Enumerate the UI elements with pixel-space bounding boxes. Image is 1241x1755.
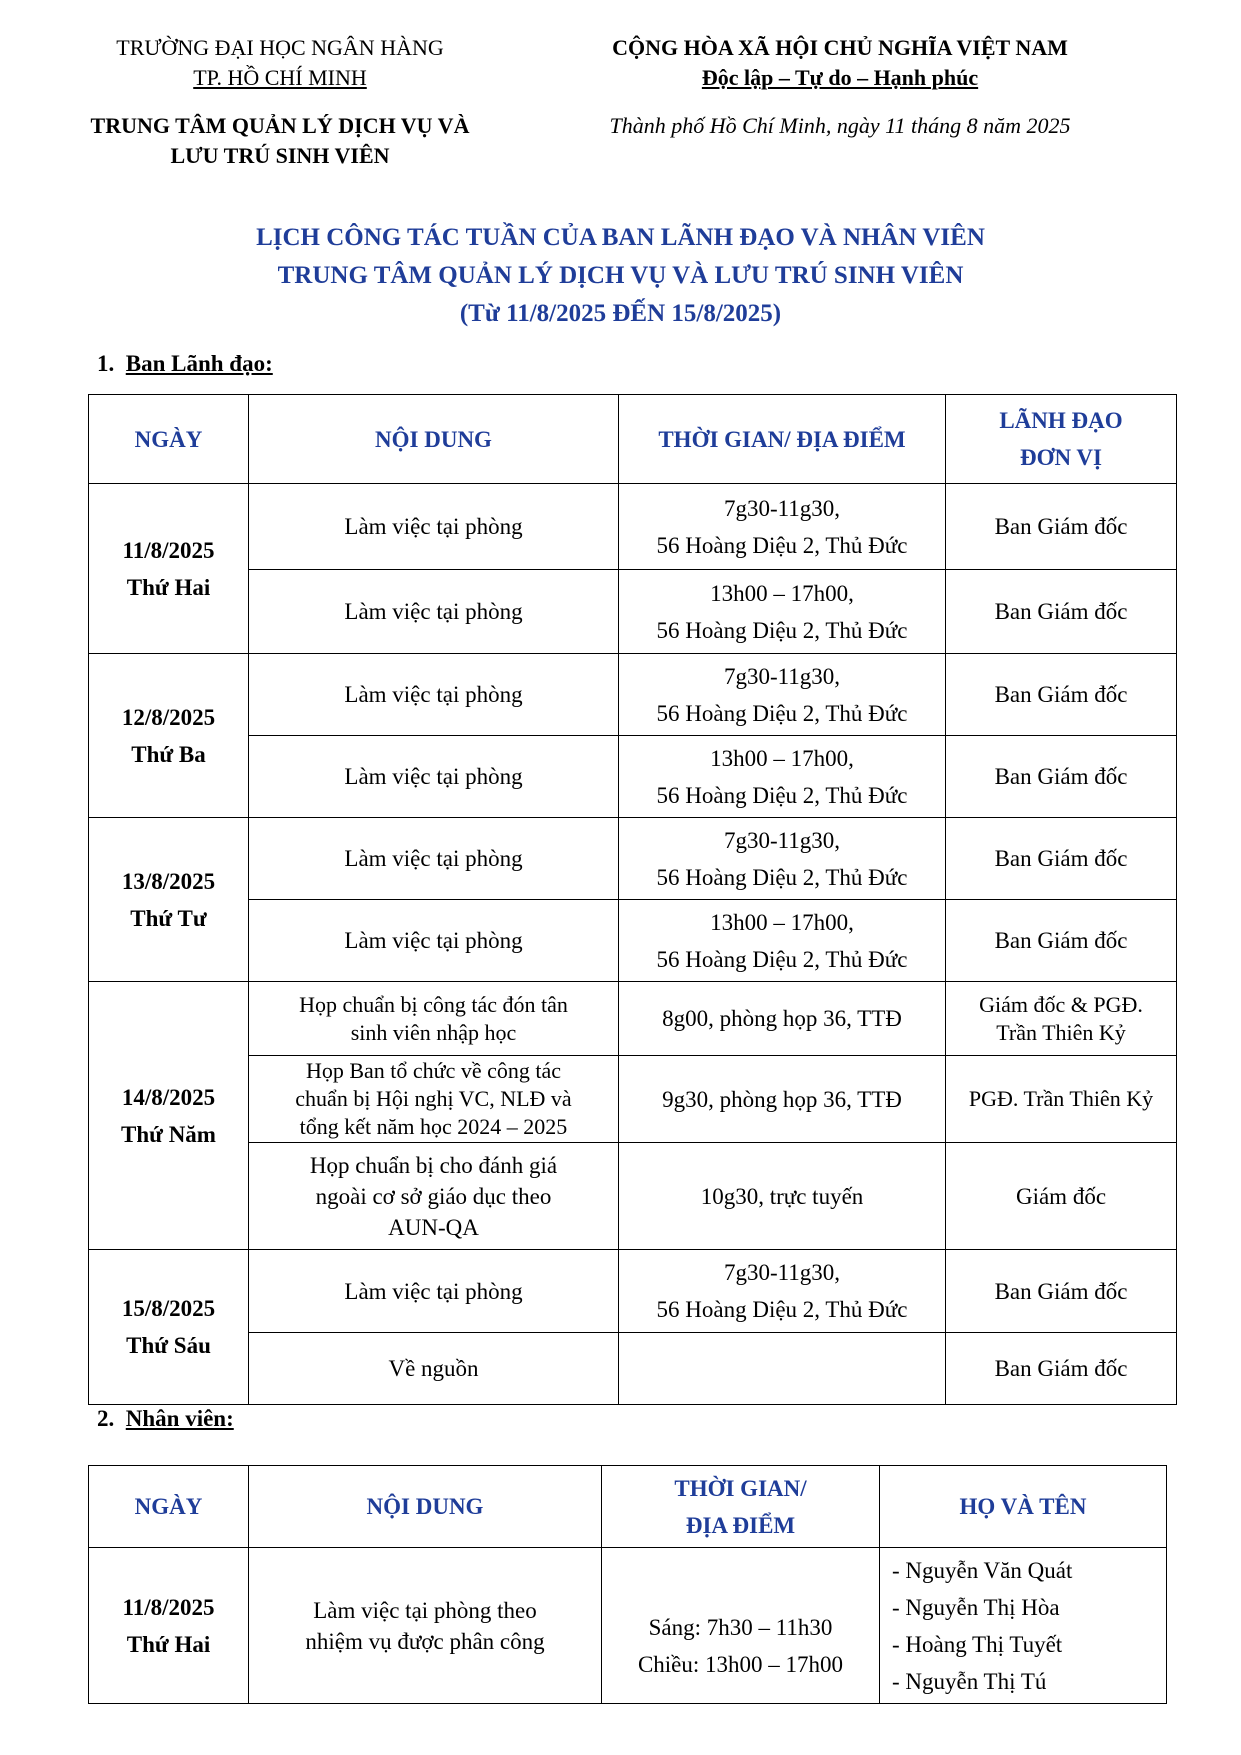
time-cell: 13h00 – 17h00, 56 Hoàng Diệu 2, Thủ Đức — [619, 900, 946, 982]
header-left — [60, 33, 500, 171]
table-row — [89, 570, 1177, 654]
table-row — [89, 1548, 1167, 1704]
staff-name: - Nguyễn Thị Hòa — [892, 1594, 1060, 1620]
leader-cell: Ban Giám đốc — [946, 1333, 1177, 1405]
section-heading-leaders: 1. Ban Lãnh đạo: — [97, 351, 273, 376]
content-cell: Họp chuẩn bị công tác đón tân sinh viên nhập học — [249, 982, 619, 1056]
doc-title-line2: TRUNG TÂM QUẢN LÝ DỊCH VỤ VÀ LƯU TRÚ SINH VIÊN — [277, 262, 964, 289]
content-cell: Làm việc tại phòng theo nhiệm vụ được phân công — [249, 1548, 602, 1704]
table-row — [89, 1056, 1177, 1143]
content-cell: Họp chuẩn bị cho đánh giá ngoài cơ sở giáo dục theo AUN-QA — [249, 1143, 619, 1250]
org-name: TRƯỜNG ĐẠI HỌC NGÂN HÀNG — [116, 35, 444, 60]
leader-cell: Ban Giám đốc — [946, 484, 1177, 570]
table-row — [89, 654, 1177, 736]
content-cell: Làm việc tại phòng — [249, 818, 619, 900]
table-row — [89, 484, 1177, 570]
table-row — [89, 736, 1177, 818]
leader-cell: Ban Giám đốc — [946, 654, 1177, 736]
table-row — [89, 1250, 1177, 1333]
time-cell: 7g30-11g30, 56 Hoàng Diệu 2, Thủ Đức — [619, 654, 946, 736]
day-cell: 13/8/2025 Thứ Tư — [89, 818, 249, 982]
time-cell: Sáng: 7h30 – 11h30 Chiều: 13h00 – 17h00 — [602, 1548, 880, 1704]
staff-name: - Hoàng Thị Tuyết — [892, 1631, 1063, 1657]
time-cell — [619, 1333, 946, 1405]
col-header-time: THỜI GIAN/ ĐỊA ĐIỂM — [619, 395, 946, 484]
time-cell: 7g30-11g30, 56 Hoàng Diệu 2, Thủ Đức — [619, 818, 946, 900]
col-header-content: NỘI DUNG — [249, 395, 619, 484]
content-cell: Làm việc tại phòng — [249, 484, 619, 570]
content-cell: Họp Ban tổ chức về công tác chuẩn bị Hội nghị VC, NLĐ và tổng kết năm học 2024 – 2025 — [249, 1056, 619, 1143]
time-cell: 8g00, phòng họp 36, TTĐ — [619, 982, 946, 1056]
content-cell: Làm việc tại phòng — [249, 654, 619, 736]
staff-name: - Nguyễn Văn Quát — [892, 1557, 1073, 1583]
leader-cell: Ban Giám đốc — [946, 1250, 1177, 1333]
day-cell: 14/8/2025 Thứ Năm — [89, 982, 249, 1250]
day-cell: 11/8/2025 Thứ Hai — [89, 484, 249, 654]
unit-name-line1: TRUNG TÂM QUẢN LÝ DỊCH VỤ VÀ — [90, 113, 470, 138]
time-cell: 7g30-11g30, 56 Hoàng Diệu 2, Thủ Đức — [619, 1250, 946, 1333]
content-cell: Làm việc tại phòng — [249, 736, 619, 818]
time-cell: 7g30-11g30, 56 Hoàng Diệu 2, Thủ Đức — [619, 484, 946, 570]
leaders-schedule-table — [88, 394, 1177, 1405]
place-date: Thành phố Hồ Chí Minh, ngày 11 tháng 8 năm 2025 — [609, 113, 1071, 138]
table-row — [89, 1333, 1177, 1405]
nation-name: CỘNG HÒA XÃ HỘI CHỦ NGHĨA VIỆT NAM — [612, 35, 1068, 60]
table-row — [89, 900, 1177, 982]
leader-cell: Ban Giám đốc — [946, 818, 1177, 900]
table-row — [89, 982, 1177, 1056]
header-right — [520, 33, 1160, 141]
table-header-row — [89, 1466, 1167, 1548]
leader-cell: Giám đốc & PGĐ. Trần Thiên Kỷ — [946, 982, 1177, 1056]
table-header-row — [89, 395, 1177, 484]
time-cell: 10g30, trực tuyến — [619, 1143, 946, 1250]
table-row — [89, 818, 1177, 900]
leader-cell: Giám đốc — [946, 1143, 1177, 1250]
col-header-day: NGÀY — [89, 1466, 249, 1548]
time-cell: 13h00 – 17h00, 56 Hoàng Diệu 2, Thủ Đức — [619, 570, 946, 654]
leader-cell: Ban Giám đốc — [946, 736, 1177, 818]
col-header-name: HỌ VÀ TÊN — [880, 1466, 1167, 1548]
org-city: TP. HỒ CHÍ MINH — [193, 65, 367, 90]
doc-title-line3: (Từ 11/8/2025 ĐẾN 15/8/2025) — [459, 300, 782, 327]
names-cell — [880, 1548, 1167, 1704]
col-header-content: NỘI DUNG — [249, 1466, 602, 1548]
content-cell: Làm việc tại phòng — [249, 900, 619, 982]
section-heading-staff: 2. Nhân viên: — [97, 1406, 234, 1431]
day-cell: 12/8/2025 Thứ Ba — [89, 654, 249, 818]
content-cell: Làm việc tại phòng — [249, 1250, 619, 1333]
doc-title-line1: LỊCH CÔNG TÁC TUẦN CỦA BAN LÃNH ĐẠO VÀ NHÂN VIÊN — [256, 224, 985, 251]
table-row — [89, 1143, 1177, 1250]
leader-cell: Ban Giám đốc — [946, 900, 1177, 982]
unit-name-line2: LƯU TRÚ SINH VIÊN — [170, 143, 390, 168]
col-header-time: THỜI GIAN/ ĐỊA ĐIỂM — [602, 1466, 880, 1548]
time-cell: 13h00 – 17h00, 56 Hoàng Diệu 2, Thủ Đức — [619, 736, 946, 818]
staff-schedule-table — [88, 1465, 1167, 1704]
day-cell: 15/8/2025 Thứ Sáu — [89, 1250, 249, 1405]
content-cell: Làm việc tại phòng — [249, 570, 619, 654]
col-header-leader: LÃNH ĐẠO ĐƠN VỊ — [946, 395, 1177, 484]
staff-name: - Nguyễn Thị Tú — [892, 1668, 1047, 1694]
day-cell: 11/8/2025 Thứ Hai — [89, 1548, 249, 1704]
col-header-day: NGÀY — [89, 395, 249, 484]
leader-cell: Ban Giám đốc — [946, 570, 1177, 654]
leader-cell: PGĐ. Trần Thiên Kỷ — [946, 1056, 1177, 1143]
motto: Độc lập – Tự do – Hạnh phúc — [701, 65, 979, 90]
time-cell: 9g30, phòng họp 36, TTĐ — [619, 1056, 946, 1143]
content-cell: Về nguồn — [249, 1333, 619, 1405]
